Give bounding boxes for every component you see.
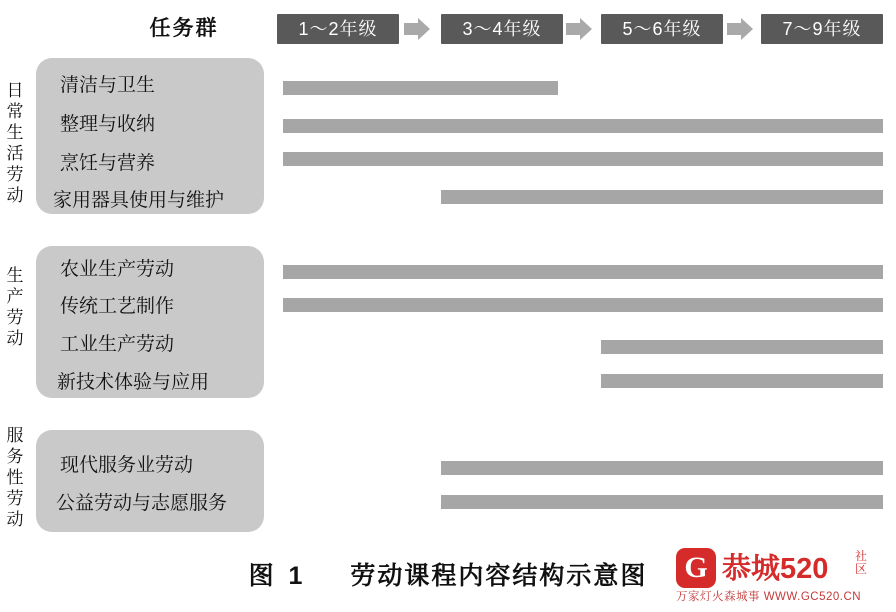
watermark-badge-line1: 社 [854,549,867,563]
grade-chip-7-9: 7～9年级 [761,14,883,44]
figure-caption-text: 劳动课程内容结构示意图 [350,562,648,590]
grade-chip-5-6: 5～6年级 [601,14,723,44]
task-name-cooking-nutrition: 烹饪与营养 [60,153,156,174]
task-name-cleaning-hygiene: 清洁与卫生 [60,75,156,96]
bar-public-welfare-volunteer [441,495,883,509]
arrow-right-icon [566,18,592,40]
task-name-modern-service-industry: 现代服务业劳动 [60,455,194,476]
bar-modern-service-industry [441,461,883,475]
task-name-public-welfare-volunteer: 公益劳动与志愿服务 [56,493,228,514]
bar-cooking-nutrition [283,152,883,166]
task-name-agricultural-production: 农业生产劳动 [60,259,175,280]
task-name-traditional-crafts: 传统工艺制作 [60,296,175,317]
bar-industrial-production [601,340,883,354]
task-box-service-labor [36,430,264,532]
task-group-title: 任务群 [149,17,219,40]
group-label-service-labor: 服务性劳动 [6,426,24,529]
watermark-logo-icon: G [676,548,716,588]
group-label-production-labor: 生产劳动 [6,266,24,348]
arrow-right-icon [727,18,753,40]
arrow-right-icon [404,18,430,40]
grade-chip-3-4: 3～4年级 [441,14,563,44]
watermark-main-text: 恭城520 [722,553,829,585]
watermark-badge [852,550,870,576]
watermark-badge-line2: 区 [854,562,867,576]
watermark-subtext: 万家灯火森城事 WWW.GC520.CN [676,591,862,603]
figure-number: 图 1 [248,562,307,590]
task-name-tidying-storage: 整理与收纳 [60,114,156,135]
bar-agricultural-production [283,265,883,279]
bar-tidying-storage [283,119,883,133]
task-name-appliance-use-maintenance: 家用器具使用与维护 [53,190,225,211]
task-name-new-technology-application: 新技术体验与应用 [57,372,210,393]
watermark [676,544,888,606]
group-label-daily-life-labor: 日常生活劳动 [6,81,24,205]
bar-cleaning-hygiene [283,81,558,95]
task-name-industrial-production: 工业生产劳动 [60,334,175,355]
bar-new-technology-application [601,374,883,388]
grade-chip-1-2: 1～2年级 [277,14,399,44]
bar-appliance-use-maintenance [441,190,883,204]
bar-traditional-crafts [283,298,883,312]
